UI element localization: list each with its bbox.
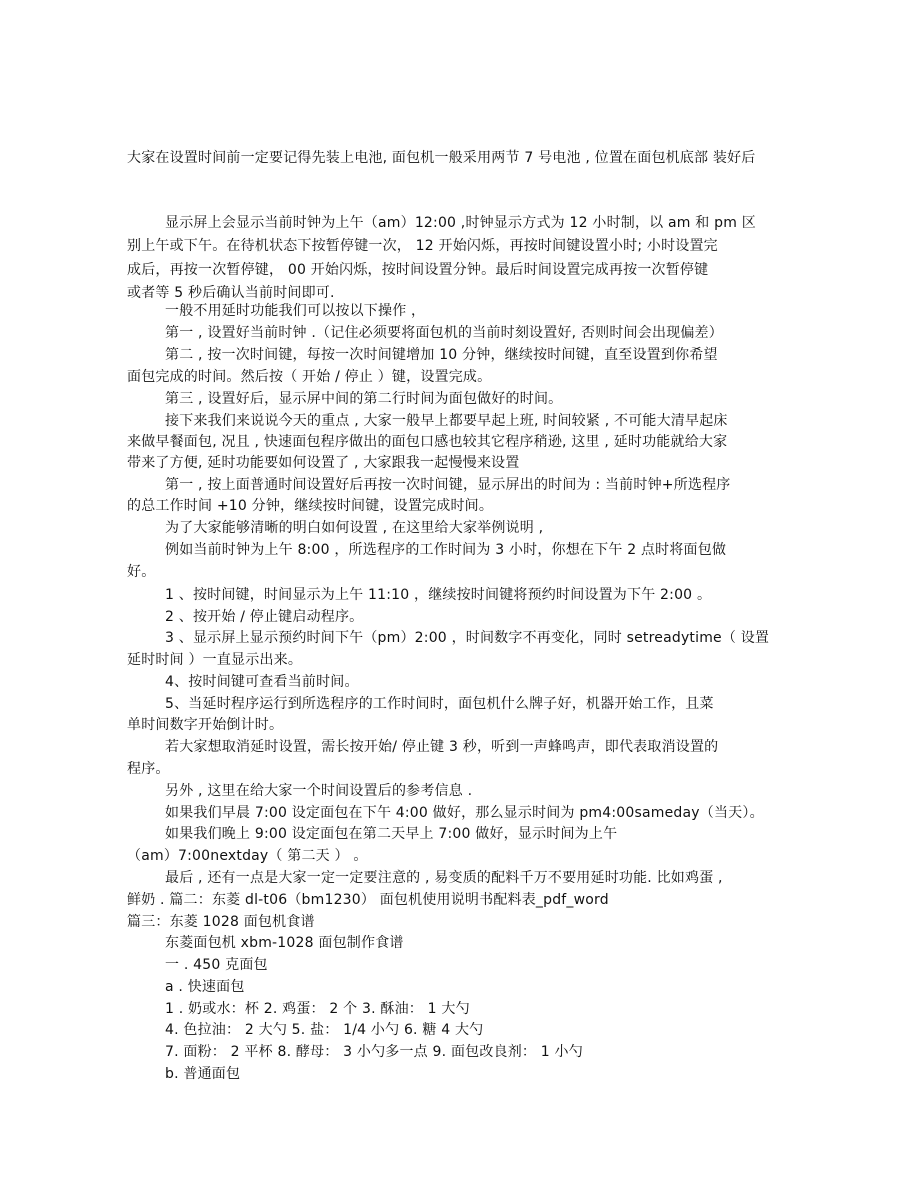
paragraph-line: 或者等 5 秒后确认当前时间即可. [127, 285, 335, 301]
paragraph-line: 程序。 [127, 761, 170, 777]
recipe-ingredients: 7. 面粉： 2 平杯 8. 酵母： 3 小勺多一点 9. 面包改良剂： 1 小勺 [165, 1044, 583, 1060]
paragraph-line: 若大家想取消延时设置，需长按开始/ 停止键 3 秒，听到一声蜂鸣声，即代表取消设置的 [165, 739, 719, 755]
paragraph-line: 第三 , 设置好后，显示屏中间的第二行时间为面包做好的时间。 [165, 391, 563, 407]
paragraph-line: 1 、按时间键，时间显示为上午 11:10 ，继续按时间键将预约时间设置为下午 2:00 。 [165, 587, 712, 603]
paragraph-line: 5、当延时程序运行到所选程序的工作时间时，面包机什么牌子好，机器开始工作，且菜 [165, 696, 714, 712]
paragraph-line: 成后，再按一次暂停键， 00 开始闪烁，按时间设置分钟。最后时间设置完成再按一次暂停键 [127, 262, 709, 278]
recipe-ingredients: 4. 色拉油： 2 大勺 5. 盐： 1/4 小勺 6. 糖 4 大勺 [165, 1022, 484, 1038]
paragraph-line: 来做早餐面包, 况且 , 快速面包程序做出的面包口感也较其它程序稍逊, 这里 , 延时功能就给大家 [127, 434, 728, 450]
recipe-subheading: a . 快速面包 [165, 979, 245, 995]
paragraph-line: 显示屏上会显示当前时钟为上午（am）12:00 ,时钟显示方式为 12 小时制，以 am 和 pm 区 [165, 215, 756, 231]
paragraph-line: 3 、显示屏上显示预约时间下午（pm）2:00 ，时间数字不再变化，同时 setreadytime（ 设置 [165, 630, 770, 646]
paragraph-line: 为了大家能够清晰的明白如何设置 , 在这里给大家举例说明 , [165, 520, 544, 536]
recipe-heading: 一 . 450 克面包 [165, 957, 268, 973]
paragraph-line: 第一 , 设置好当前时钟 .（记住必须要将面包机的当前时刻设置好, 否则时间会出现偏差） [165, 325, 723, 341]
paragraph-line: 带来了方便, 延时功能要如何设置了 , 大家跟我一起慢慢来设置 [127, 455, 520, 471]
paragraph-line: 如果我们晚上 9:00 设定面包在第二天早上 7:00 做好，显示时间为上午 [165, 826, 618, 842]
paragraph-line: 最后 , 还有一点是大家一定一定要注意的 , 易变质的配料千万不要用延时功能. 比如鸡蛋 , [165, 870, 723, 886]
paragraph-line: 别上午或下午。在待机状态下按暂停键一次， 12 开始闪烁，再按时间键设置小时; 小时设置完 [127, 238, 718, 254]
recipe-ingredients: 1 . 奶或水：杯 2. 鸡蛋： 2 个 3. 酥油： 1 大勺 [165, 1001, 470, 1017]
paragraph-line: 另外 , 这里在给大家一个时间设置后的参考信息 . [165, 783, 473, 799]
recipe-subheading: b. 普通面包 [165, 1066, 241, 1082]
paragraph-line: 面包完成的时间。然后按（ 开始 / 停止 ）键，设置完成。 [127, 369, 492, 385]
paragraph-line: 好。 [127, 564, 156, 580]
paragraph-line: 2 、按开始 / 停止键启动程序。 [165, 609, 364, 625]
paragraph-line: 延时时间 ）一直显示出来。 [127, 652, 303, 668]
paragraph-line: 4、按时间键可查看当前时间。 [165, 674, 359, 690]
paragraph-line: 第二 , 按一次时间键，每按一次时间键增加 10 分钟，继续按时间键，直至设置到你希望 [165, 347, 718, 363]
paragraph-line: 单时间数字开始倒计时。 [127, 717, 284, 733]
paragraph-line: 如果我们早晨 7:00 设定面包在下午 4:00 做好，那么显示时间为 pm4:00sameday（当天）。 [165, 805, 764, 821]
paragraph-line: 的总工作时间 +10 分钟，继续按时间键，设置完成时间。 [127, 498, 494, 514]
paragraph-line: 鲜奶 . 篇二：东菱 dl-t06（bm1230） 面包机使用说明书配料表_pdf_word [127, 892, 609, 908]
paragraph-line: 第一 , 按上面普通时间设置好后再按一次时间键，显示屏出的时间为 : 当前时钟+所选程序 [165, 477, 731, 493]
header-line: 大家在设置时间前一定要记得先装上电池, 面包机一般采用两节 7 号电池 , 位置在面包机底部 装好后 [127, 150, 756, 166]
paragraph-line: 例如当前时钟为上午 8:00 ，所选程序的工作时间为 3 小时，你想在下午 2 点时将面包做 [165, 542, 727, 558]
paragraph-line: 接下来我们来说说今天的重点 , 大家一般早上都要早起上班, 时间较紧 , 不可能大清早起床 [165, 413, 728, 429]
paragraph-line: （am）7:00nextday（ 第二天 ） 。 [127, 848, 368, 864]
recipe-title: 东菱面包机 xbm-1028 面包制作食谱 [165, 935, 404, 951]
section-title: 篇三：东菱 1028 面包机食谱 [127, 914, 315, 930]
paragraph-line: 一般不用延时功能我们可以按以下操作 ， [165, 303, 426, 319]
